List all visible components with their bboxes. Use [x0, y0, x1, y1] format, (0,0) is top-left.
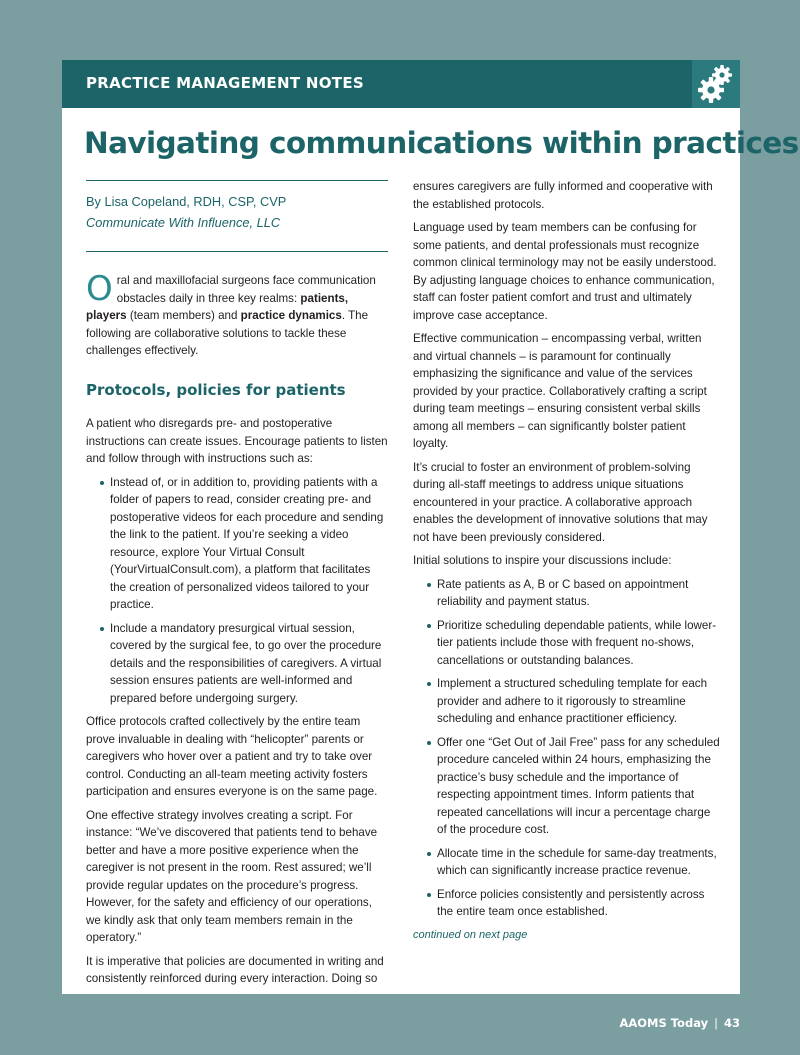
bullet-list [413, 576, 723, 921]
list-item: Include a mandatory presurgical virtual session, covered by the surgical fee, to go over the procedure details and the responsibilities of caregivers. A virtual session ensures patients are well-informed and prepared before undergoing surgery. [86, 620, 388, 708]
paragraph: Language used by team members can be confusing for some patients, and dental professionals must recognize common clinical terminology may not be easily understood. By adjusting language choices to enhance communication, staff can foster patient comfort and trust and ultimately improve case acceptance. [413, 221, 717, 322]
paragraph: It is imperative that policies are documented in writing and consistently reinforced during every interaction. Doing so [86, 954, 384, 985]
section-header-bar [62, 60, 740, 108]
paragraph: It’s crucial to foster an environment of problem-solving during all-staff meetings to address unique situations encountered in your practice. A collaborative approach enables the development of innovative solutions that may not have been previously considered. [413, 460, 708, 544]
paragraph: Effective communication – encompassing verbal, written and virtual channels – is paramount for continually emphasizing the significance and value of the services provided by your practice. Collaboratively crafting a script during team meetings – ensuring consistent verbal skills among all members – can significantly bolster patient loyalty. [413, 332, 707, 450]
list-item: Allocate time in the schedule for same-day treatments, which can significantly increase practice revenue. [413, 845, 723, 880]
right-column [413, 178, 723, 950]
section-label: PRACTICE MANAGEMENT NOTES [86, 74, 364, 92]
article-title: Navigating communications within practices [84, 126, 799, 160]
list-item: Implement a structured scheduling template for each provider and adhere to it rigorously to streamline scheduling and enhance practitioner efficiency. [413, 675, 723, 728]
author-line: By Lisa Copeland, RDH, CSP, CVP [86, 194, 287, 209]
footer-separator: | [714, 1016, 718, 1030]
paragraph: ensures caregivers are fully informed and cooperative with the established protocols. [413, 180, 713, 211]
article-page [62, 108, 799, 994]
paragraph: Initial solutions to inspire your discussions include: [413, 554, 672, 567]
intro-paragraph: Oral and maxillofacial surgeons face communication obstacles daily in three key realms: patients, players (team members) and practice dynamics. The following are collaborative solutions to tackle these challenges effectively. [86, 269, 376, 357]
section-heading: Protocols, policies for patients [86, 380, 346, 399]
list-item: Instead of, or in addition to, providing patients with a folder of papers to read, consider creating pre- and postoperative videos for each procedure and sending the link to the patient. If you’re seeking a video resource, explore Your Virtual Consult (YourVirtualConsult.com), a platform that facilitates the creation of personalized videos tailored to your practice. [86, 474, 388, 614]
author-organization: Communicate With Influence, LLC [86, 215, 281, 230]
page-footer [619, 1016, 740, 1030]
paragraph: One effective strategy involves creating a script. For instance: “We’ve discovered that patients tend to behave better and have a more positive experience when the caregiver is not present in the room. Rest assured; we’ll provide regular updates on the procedure’s progress. However, for the safety and efficiency of our operations, we kindly ask that only team members remain in the operatory.” [86, 808, 378, 944]
paragraph: Office protocols crafted collectively by the entire team prove invaluable in dealing with “helicopter” parents or caregivers who hover over a patient and try to take over control. Conducting an all-team meeting activity fosters participation and ensures everyone is on the same page. [86, 715, 378, 798]
byline [86, 191, 388, 233]
list-item: Offer one “Get Out of Jail Free” pass for any scheduled procedure canceled within 24 hours, emphasizing the practice’s busy schedule and the importance of respecting appointment times. Inform patients that repeated cancellations will incur a percentage charge of the procedure cost. [413, 734, 723, 839]
bottom-divider [86, 251, 388, 252]
top-divider [86, 180, 388, 181]
gears-icon [692, 60, 740, 108]
list-item: Enforce policies consistently and persistently across the entire team once established. [413, 886, 723, 921]
left-column [86, 180, 388, 994]
page-number: 43 [723, 1016, 740, 1030]
publication-name: AAOMS Today [619, 1016, 709, 1030]
list-item: Rate patients as A, B or C based on appointment reliability and payment status. [413, 576, 723, 611]
continued-note: continued on next page [413, 928, 528, 941]
paragraph: A patient who disregards pre- and postoperative instructions can create issues. Encourage patients to listen and follow through with instructions such as: [86, 417, 388, 465]
drop-cap: O [86, 269, 113, 309]
list-item: Prioritize scheduling dependable patients, while lower-tier patients include those with frequent no-shows, cancellations or outstanding balances. [413, 617, 723, 670]
bullet-list [86, 474, 388, 708]
